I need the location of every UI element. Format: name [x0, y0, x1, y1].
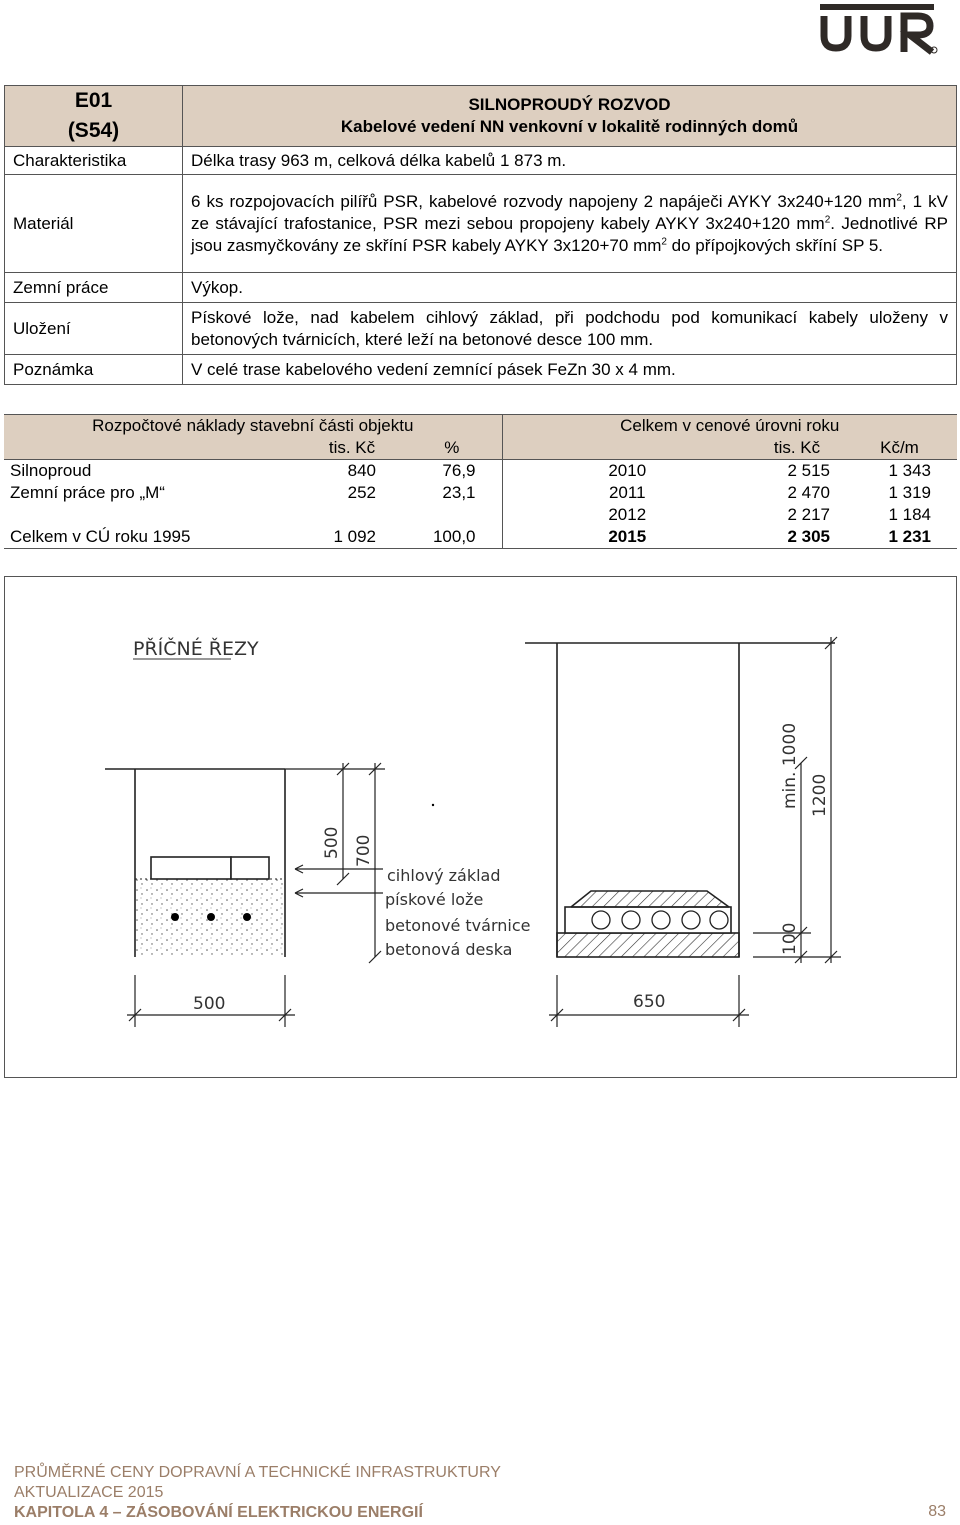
label-cihlovy-zaklad: cihlový základ: [387, 866, 501, 885]
footer-line-1: PRŮMĚRNÉ CENY DOPRAVNÍ A TECHNICKÉ INFRASTRUKTURY: [14, 1464, 501, 1481]
label-zemni: Zemní práce: [5, 273, 183, 303]
dim-1200: 1200: [810, 773, 830, 817]
text-ulozeni: Pískové lože, nad kabelem cihlový základ, při podchodu pod komunikací kabely uloženy v betonových tvárnicích, které leží na betonové desce 100 mm.: [183, 303, 957, 355]
label-piskove-loze: pískové lože: [385, 890, 484, 909]
cost-row-total: Celkem v CÚ roku 1995 1 092 100,0 2015 2 305 1 231: [4, 526, 957, 549]
cross-section-drawing: [4, 576, 957, 1078]
label-poznamka: Poznámka: [5, 355, 183, 385]
object-code: [5, 86, 183, 147]
dim-500-width: 500: [193, 994, 226, 1014]
dim-500-height: 500: [322, 826, 342, 859]
text-material: 6 ks rozpojovacích pilířů PSR, kabelové rozvody napojeny 2 napáječi AYKY 3x240+120 $mm^2$, 1 kV ze stávající trafostanice, PSR mezi sebou propojeny kabely AYKY 3x240+120 $mm^2$. Jednotlivé RP jsou zasmyčkovány ze skříní PSR kabely AYKY 3x120+70 $mm^2$ do přípojkových skříní SP 5.: [183, 175, 957, 273]
cost-row: Silnoproud 840 76,9 2010 2 515 1 343: [10, 461, 931, 480]
text-zemni: Výkop.: [183, 273, 957, 303]
dim-min1000: min. 1000: [780, 722, 800, 809]
cost-right-title: Celkem v cenové úrovni roku: [502, 415, 957, 438]
label-charakteristika: Charakteristika: [5, 147, 183, 175]
footer-line-2: AKTUALIZACE 2015: [14, 1484, 164, 1501]
col-tis2: tis. Kč: [752, 437, 842, 460]
cost-left-title: Rozpočtové náklady stavební části objektu: [4, 415, 502, 438]
trench-left: [105, 769, 285, 957]
cost-table: [4, 414, 957, 549]
cost-row: 2012 2 217 1 184: [4, 504, 957, 526]
label-betonova-deska: betonová deska: [385, 940, 513, 959]
page-number: 83: [928, 1503, 946, 1520]
text-charakteristika: Délka trasy 963 m, celková délka kabelů 1 873 m.: [183, 147, 957, 175]
title-main: SILNOPROUDÝ ROZVOD: [468, 95, 671, 114]
title-sub: Kabelové vedení NN venkovní v lokalitě rodinných domů: [340, 117, 799, 136]
drawing-title: PŘÍČNÉ ŘEZY: [133, 638, 259, 660]
label-ulozeni: Uložení: [5, 303, 183, 355]
characteristics-table: [4, 85, 957, 385]
uur-logo: [818, 2, 940, 56]
col-tis: tis. Kč: [302, 437, 402, 460]
object-title: [183, 86, 957, 147]
cost-row: Zemní práce pro „M“ 252 23,1 2011 2 470 1 319: [10, 483, 931, 502]
code-sub: (S54): [67, 119, 120, 142]
text-poznamka: V celé trase kabelového vedení zemnící pásek FeZn 30 x 4 mm.: [183, 355, 957, 385]
dim-700-height: 700: [354, 834, 374, 867]
col-pct: %: [402, 437, 502, 460]
dim-650-width: 650: [633, 992, 666, 1012]
cross-section-svg: [5, 577, 956, 1077]
col-kcm: Kč/m: [842, 437, 957, 460]
footer-chapter: KAPITOLA 4 – ZÁSOBOVÁNÍ ELEKTRICKOU ENERGIÍ: [14, 1504, 423, 1521]
code-main: E01: [74, 89, 113, 112]
label-betonove-tvarnice: betonové tvárnice: [385, 916, 531, 935]
dim-100: 100: [780, 922, 800, 955]
label-material: Materiál: [5, 175, 183, 273]
